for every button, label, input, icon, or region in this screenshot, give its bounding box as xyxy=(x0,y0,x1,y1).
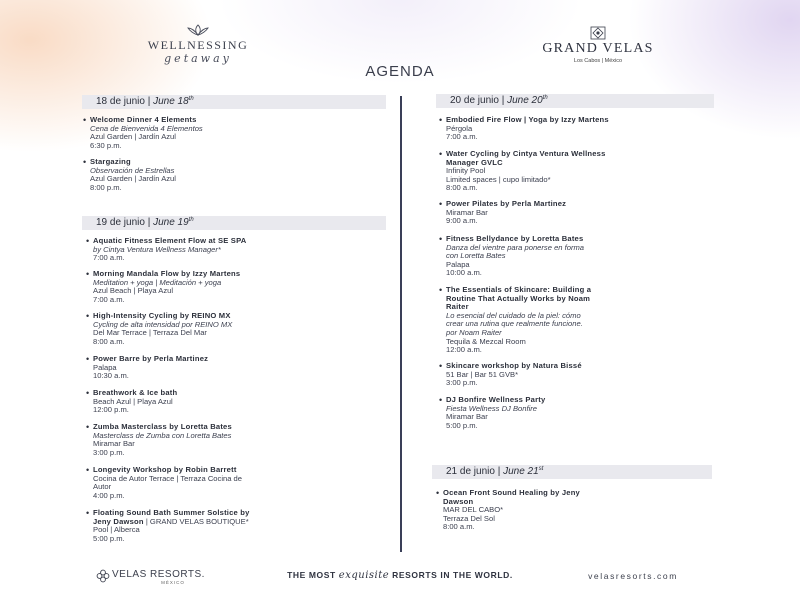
day-suffix: th xyxy=(188,96,194,102)
event-title: Zumba Masterclass by Loretta Bates xyxy=(93,422,232,431)
lotus-icon xyxy=(185,24,211,36)
day-label-es: 19 de junio | xyxy=(96,217,154,228)
event-location: Miramar Bar xyxy=(446,207,488,217)
agenda-event xyxy=(439,234,726,278)
agenda-event xyxy=(439,361,726,388)
day-suffix: th xyxy=(542,95,548,101)
event-time: 7:00 a.m. xyxy=(446,132,478,142)
bullet-icon: • xyxy=(436,488,440,498)
bullet-icon: • xyxy=(439,149,443,159)
bullet-icon: • xyxy=(86,508,90,518)
agenda-event xyxy=(86,465,393,500)
event-subtitle-cont: crear una rutina que realmente funcione. xyxy=(446,319,583,329)
event-time: 10:00 a.m. xyxy=(446,268,482,278)
event-subtitle: Meditation + yoga | Meditación + yoga xyxy=(93,277,222,287)
event-note: Limited spaces | cupo limitado* xyxy=(446,174,551,184)
event-title-cont: Dawson xyxy=(443,496,474,506)
event-time: 3:00 p.m. xyxy=(93,447,125,457)
day-header-june-19 xyxy=(82,216,386,230)
event-location: Miramar Bar xyxy=(446,412,488,422)
event-time: 7:00 a.m. xyxy=(93,253,125,263)
event-subtitle: Masterclass de Zumba con Loretta Bates xyxy=(93,430,232,440)
event-time: 6:30 p.m. xyxy=(90,140,122,150)
agenda-event xyxy=(86,422,393,457)
event-time: 8:00 a.m. xyxy=(443,522,475,532)
event-title: Longevity Workshop by Robin Barrett xyxy=(93,465,237,474)
grand-velas-name: GRAND VELAS xyxy=(542,41,654,56)
event-time: 12:00 p.m. xyxy=(93,405,129,415)
event-subtitle: Cycling de alta intensidad por REINO MX xyxy=(93,319,233,329)
agenda-event xyxy=(86,269,393,304)
grand-velas-emblem-icon xyxy=(588,26,608,40)
bullet-icon: • xyxy=(83,115,87,125)
event-subtitle: Fiesta Wellness DJ Bonfire xyxy=(446,403,538,413)
bullet-icon: • xyxy=(86,354,90,364)
bullet-icon: • xyxy=(439,199,443,209)
bullet-icon: • xyxy=(439,115,443,125)
event-title-cont: Manager GVLC xyxy=(446,157,503,167)
event-time: 8:00 a.m. xyxy=(446,183,478,193)
event-title: Morning Mandala Flow by Izzy Martens xyxy=(93,269,241,278)
tagline-end: RESORTS IN THE WORLD. xyxy=(389,570,513,580)
event-title: Welcome Dinner 4 Elements xyxy=(90,115,197,124)
event-location: 51 Bar | Bar 51 GVB* xyxy=(446,369,519,379)
event-title: Embodied Fire Flow | Yoga by Izzy Martens xyxy=(446,115,609,124)
agenda-event xyxy=(439,395,726,430)
event-location: MAR DEL CABO* xyxy=(443,505,504,515)
event-subtitle: by Cintya Ventura Wellness Manager* xyxy=(93,244,221,254)
day-label-en: June 20 xyxy=(507,95,543,106)
event-time: 12:00 a.m. xyxy=(446,345,482,355)
event-title: The Essentials of Skincare: Building a xyxy=(446,285,592,294)
event-title-cont: Raiter xyxy=(446,302,469,312)
velas-flower-icon xyxy=(96,569,110,583)
agenda-event xyxy=(436,488,723,532)
event-time: 7:00 a.m. xyxy=(93,294,125,304)
event-venue: | GRAND VELAS BOUTIQUE* xyxy=(143,516,249,526)
event-subtitle: Lo esencial del cuidado de la piel: cómo xyxy=(446,310,581,320)
event-title: High-Intensity Cycling by REINO MX xyxy=(93,311,231,320)
bullet-icon: • xyxy=(439,361,443,371)
event-location: Del Mar Terrace | Terraza Del Mar xyxy=(93,328,207,338)
event-location: Azul Garden | Jardín Azul xyxy=(90,132,176,142)
agenda-event xyxy=(86,311,393,346)
wellnessing-getaway-logo xyxy=(128,24,268,65)
event-title: Power Barre by Perla Martinez xyxy=(93,354,209,363)
footer-tagline xyxy=(270,570,530,581)
event-title: Floating Sound Bath Summer Solstice by xyxy=(93,508,250,517)
event-subtitle: Cena de Bienvenida 4 Elementos xyxy=(90,123,203,133)
velas-resorts-country: MÉXICO xyxy=(161,580,185,585)
agenda-event xyxy=(83,115,390,150)
day-suffix: st xyxy=(538,466,544,472)
event-title: DJ Bonfire Wellness Party xyxy=(446,395,546,404)
agenda-event xyxy=(86,508,393,543)
agenda-event xyxy=(86,388,393,415)
bullet-icon: • xyxy=(86,422,90,432)
agenda-event xyxy=(439,199,726,226)
day-suffix: th xyxy=(188,217,194,223)
day-label-es: 20 de junio | xyxy=(450,95,508,106)
tagline-start: THE MOST xyxy=(287,570,339,580)
bullet-icon: • xyxy=(439,285,443,295)
brand-subtitle: getaway xyxy=(164,52,232,65)
event-location-cont: Terraza Del Sol xyxy=(443,513,495,523)
day-label-en: June 21 xyxy=(503,466,539,477)
event-title: Aquatic Fitness Element Flow at SE SPA xyxy=(93,236,247,245)
bullet-icon: • xyxy=(86,269,90,279)
grand-velas-logo xyxy=(528,26,668,64)
bullet-icon: • xyxy=(86,236,90,246)
event-location: Tequila & Mezcal Room xyxy=(446,336,526,346)
agenda-event xyxy=(439,115,726,142)
event-subtitle-cont: por Noam Raiter xyxy=(446,327,502,337)
bullet-icon: • xyxy=(86,465,90,475)
grand-velas-location: Los Cabos | México xyxy=(573,58,623,64)
event-time: 8:00 p.m. xyxy=(90,182,122,192)
bullet-icon: • xyxy=(439,234,443,244)
event-subtitle: Observación de Estrellas xyxy=(90,165,175,175)
event-title-cont: Jeny Dawson xyxy=(93,516,144,526)
agenda-event xyxy=(439,149,726,193)
bullet-icon: • xyxy=(439,395,443,405)
page-title: AGENDA xyxy=(365,63,435,80)
bullet-icon: • xyxy=(83,157,87,167)
event-title: Stargazing xyxy=(90,157,131,166)
tagline-emphasis: exquisite xyxy=(338,570,390,581)
agenda-event xyxy=(83,157,390,192)
event-title: Ocean Front Sound Healing by Jeny xyxy=(443,488,580,497)
agenda-event xyxy=(439,285,726,355)
day-label-es: 18 de junio | xyxy=(96,96,154,107)
event-time: 5:00 p.m. xyxy=(446,420,478,430)
agenda-event xyxy=(86,354,393,381)
event-title: Breathwork & Ice bath xyxy=(93,388,178,397)
event-location: Infinity Pool xyxy=(446,166,486,176)
event-title: Power Pilates by Perla Martinez xyxy=(446,199,567,208)
event-location: Palapa xyxy=(446,259,470,269)
event-title: Skincare workshop by Natura Bissé xyxy=(446,361,582,370)
event-subtitle: Danza del vientre para ponerse en forma xyxy=(446,242,585,252)
agenda-event xyxy=(86,236,393,263)
event-location: Palapa xyxy=(93,362,117,372)
event-location: Miramar Bar xyxy=(93,439,135,449)
event-title-cont: Routine That Actually Works by Noam xyxy=(446,293,591,303)
bullet-icon: • xyxy=(86,311,90,321)
brand-name: WELLNESSING xyxy=(147,38,249,52)
website-link[interactable]: velasresorts.com xyxy=(588,571,678,581)
velas-resorts-name: VELAS RESORTS. xyxy=(112,569,205,580)
day-label-es: 21 de junio | xyxy=(446,466,504,477)
day-header-june-18 xyxy=(82,95,386,109)
event-location: Pool | Alberca xyxy=(93,525,140,535)
event-time: 4:00 p.m. xyxy=(93,490,125,500)
event-location: Beach Azul | Playa Azul xyxy=(93,396,173,406)
event-time: 10:30 a.m. xyxy=(93,371,129,381)
day-label-en: June 18 xyxy=(153,96,189,107)
column-divider xyxy=(400,96,402,552)
event-location: Pérgola xyxy=(446,123,473,133)
bullet-icon: • xyxy=(86,388,90,398)
day-header-june-21 xyxy=(432,465,712,479)
day-header-june-20 xyxy=(436,94,714,108)
event-location: Azul Beach | Playa Azul xyxy=(93,286,174,296)
event-location: Cocina de Autor Terrace | Terraza Cocina de xyxy=(93,473,243,483)
velas-resorts-logo xyxy=(96,569,238,585)
event-title: Fitness Bellydance by Loretta Bates xyxy=(446,234,584,243)
day-label-en: June 19 xyxy=(153,217,189,228)
event-location: Azul Garden | Jardín Azul xyxy=(90,174,176,184)
event-time: 3:00 p.m. xyxy=(446,378,478,388)
event-time: 8:00 a.m. xyxy=(93,336,125,346)
event-subtitle-cont: con Loretta Bates xyxy=(446,251,506,261)
event-time: 9:00 a.m. xyxy=(446,216,478,226)
event-time: 5:00 p.m. xyxy=(93,533,125,543)
event-location-cont: Autor xyxy=(93,482,112,492)
event-title: Water Cycling by Cintya Ventura Wellness xyxy=(446,149,606,158)
